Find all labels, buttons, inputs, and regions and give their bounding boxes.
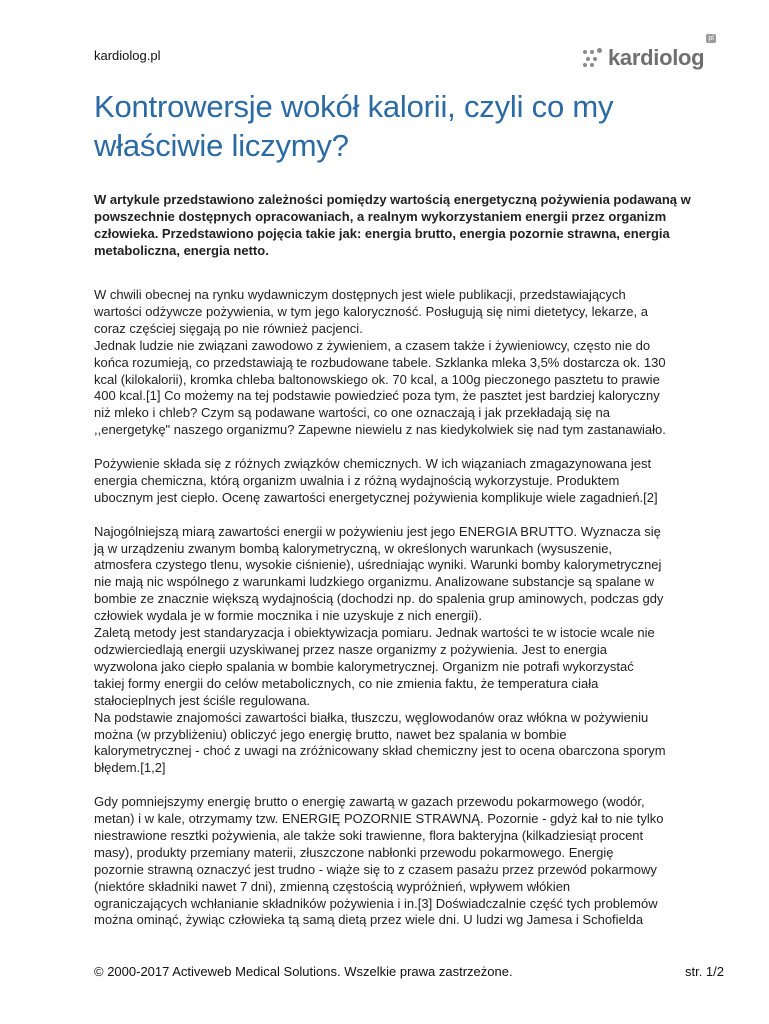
- text-line: ,,energetykę" naszego organizmu? Zapewne niewielu z nas kiedykolwiek się nad tym zastanawiało.: [94, 422, 666, 438]
- text-line: Zaletą metody jest standaryzacja i obiektywizacja pomiaru. Jednak wartości te w istocie wcale nie: [94, 625, 655, 641]
- text-line: takiej formy energii do celów metabolicznych, co nie zmienia faktu, że temperatura ciała: [94, 675, 599, 691]
- kardiolog-logo[interactable]: [583, 35, 716, 72]
- text-line: Pożywienie składa się z różnych związków chemicznych. W ich wiązaniach zmagazynowana jest: [94, 456, 652, 472]
- text-line: atmosfera czystego tlenu, wysokie ciśnienie), uśredniając wyniki. Warunki bomby kalorymetrycznej: [94, 557, 662, 573]
- text-line: można (w przybliżeniu) obliczyć jego energię brutto, nawet bez spalania w bombie: [94, 726, 567, 742]
- paragraph: [94, 794, 714, 929]
- text-line: ubocznym jest ciepło. Ocenę zawartości energetycznej pożywienia komplikuje wiele zagadnień.[2]: [94, 489, 658, 505]
- dot-grid-icon: [583, 48, 605, 68]
- text-line: Najogólniejszą miarą zawartości energii w pożywieniu jest jego ENERGIA BRUTTO. Wyznacza się: [94, 523, 661, 539]
- article-body: [94, 287, 714, 946]
- text-line: końca rozumieją, co przedstawiają te rozbudowane tabele. Szklanka mleka 3,5% dostarcza ok. 130: [94, 354, 666, 370]
- text-line: można ominąć, żywiąc człowieka tą samą dietą przez wiele dni. U ludzi wg Jamesa i Schofielda: [94, 912, 644, 928]
- footer-copyright: © 2000-2017 Activeweb Medical Solutions. Wszelkie prawa zastrzeżone.: [94, 964, 513, 979]
- text-line: (niektóre składniki nawet 7 dni), zmienną częstością wypróżnień, wpływem włókien: [94, 878, 571, 894]
- text-line: wyzwolona jako ciepło spalania w bombie kalorymetrycznej. Organizm nie potrafi wykorzystać: [94, 658, 634, 674]
- text-line: masy), produkty przemiany materii, złuszczone nabłonki przewodu pokarmowego. Energię: [94, 844, 614, 860]
- text-line: bombie ze znacznie większą wydajnością (dochodzi np. do spalenia grup aminowych, podczas gdy: [94, 591, 664, 607]
- text-line: wartości odżywcze pożywienia, w tym jego kaloryczność. Posługują się nimi dietetycy, lekarze, a: [94, 303, 648, 319]
- text-line: 400 kcal.[1] Co możemy na tej podstawie powiedzieć poza tym, że pasztet jest bardziej kaloryczny: [94, 388, 660, 404]
- logo-text: kardiolog: [608, 45, 705, 70]
- text-line: człowiek wydala je w formie mocznika i nie uzyskuje z nich energii).: [94, 608, 482, 624]
- text-line: błędem.[1,2]: [94, 760, 166, 776]
- logo-tld-badge: pl: [708, 35, 714, 42]
- text-line: Gdy pomniejszymy energię brutto o energię zawartą w gazach przewodu pokarmowego (wodór,: [94, 794, 645, 810]
- article-lead: W artykule przedstawiono zależności pomiędzy wartością energetyczną pożywienia podawaną w powszechnie dostępnych opracowaniach, a realnym wykorzystaniem energii przez organizm człowieka. Przedstawiono pojęcia takie jak: energia brutto, energia pozornie strawna, energia metaboliczna, energia netto.: [94, 192, 691, 258]
- footer-page-number: str. 1/2: [684, 964, 724, 979]
- text-line: kalorymetrycznej - choć z uwagi na zróżnicowany skład chemiczny jest to ocena obarczona sporym: [94, 743, 666, 759]
- text-line: niż mleko i chleb? Czym są podawane wartości, co one oznaczają i jak przekładają się na: [94, 405, 610, 421]
- site-name: kardiolog.pl: [94, 48, 161, 63]
- text-line: metan) i w kale, otrzymamy tzw. ENERGIĘ POZORNIE STRAWNĄ. Pozornie - gdyż kał to nie tylko: [94, 811, 664, 827]
- text-line: pozornie strawną oznaczyć jest trudno - wiąże się to z czasem pasażu przez przewód pokarmowy: [94, 861, 657, 877]
- text-line: ograniczających wchłanianie składników pożywienia i in.[3] Doświadczalnie część tych problemów: [94, 895, 658, 911]
- paragraph: [94, 287, 714, 439]
- text-line: coraz częściej sięgają po nie również pacjenci.: [94, 320, 363, 336]
- text-line: Na podstawie znajomości zawartości białka, tłuszczu, węglowodanów oraz włókna w pożywieniu: [94, 709, 649, 725]
- text-line: nie mają nic wspólnego z warunkami ludzkiego organizmu. Analizowane substancje są spalane w: [94, 574, 655, 590]
- paragraph: [94, 456, 714, 507]
- text-line: stałocieplnych jest ściśle regulowana.: [94, 692, 311, 708]
- text-line: niestrawione resztki pożywienia, ale także soki trawienne, flora bakteryjna (kilkadziesiąt procent: [94, 827, 644, 843]
- text-line: kcal (kilokalorii), kromka chleba baltonowskiego ok. 70 kcal, a 100g pieczonego pasztetu to prawie: [94, 371, 660, 387]
- text-line: Jednak ludzie nie związani zawodowo z żywieniem, a czasem także i żywieniowcy, często nie do: [94, 337, 651, 353]
- text-line: energia chemiczna, którą organizm uwalnia i z różną wydajnością wykorzystuje. Produktem: [94, 472, 620, 488]
- text-line: ją w urządzeniu zwanym bombą kalorymetryczną, w określonych warunkach (wysuszenie,: [94, 540, 613, 556]
- paragraph: [94, 524, 714, 778]
- text-line: odzwierciedlają energii uzyskiwanej przez nasze organizmy z pożywienia. Jest to energia: [94, 642, 608, 657]
- article-title: Kontrowersje wokół kalorii, czyli co my właściwie liczymy?: [94, 89, 614, 163]
- text-line: W chwili obecnej na rynku wydawniczym dostępnych jest wiele publikacji, przedstawiających: [94, 287, 626, 302]
